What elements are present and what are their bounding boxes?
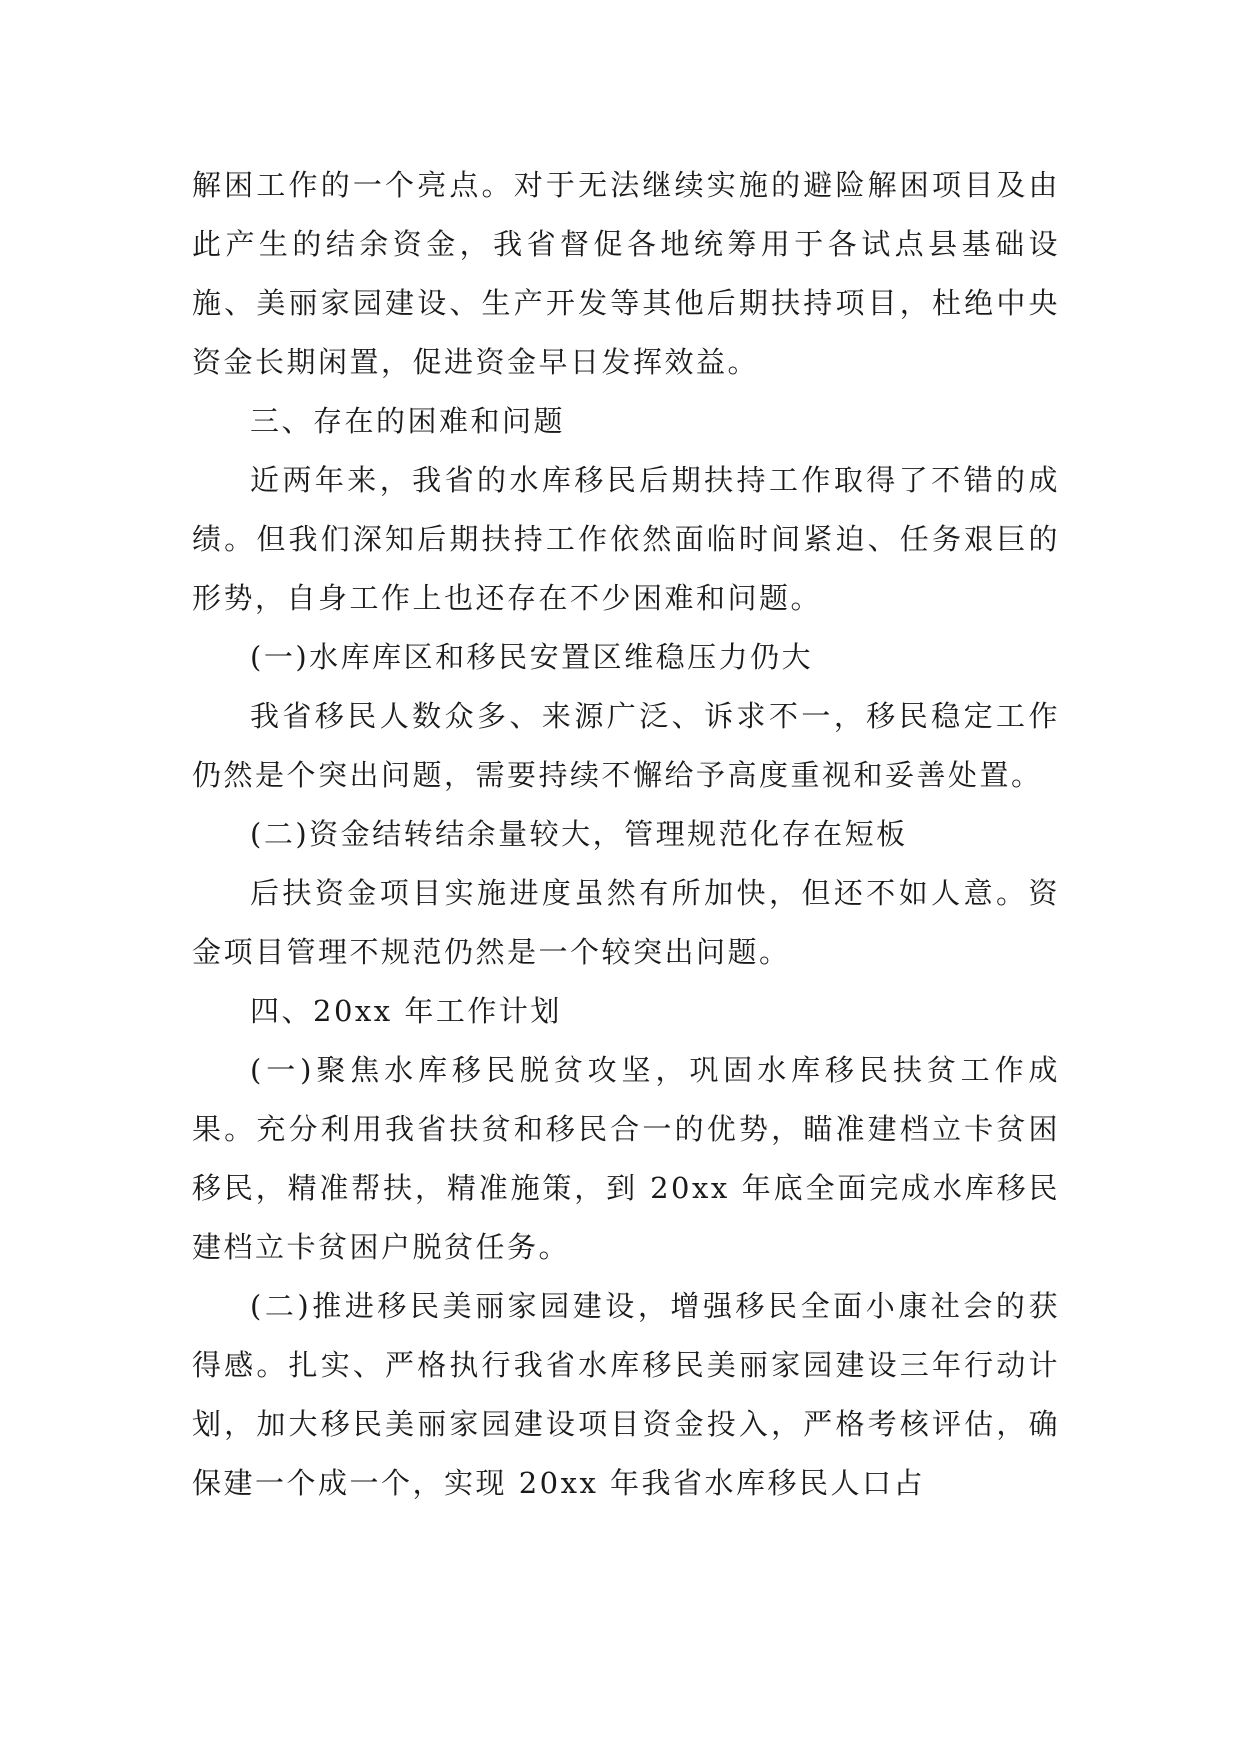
subheading-fund-balance: (二)资金结转结余量较大，管理规范化存在短板 xyxy=(250,817,908,851)
paragraph-fund-management: 后扶资金项目实施进度虽然有所加快，但还不如人意。资金项目管理不规范仍然是一个较突出问题。 xyxy=(192,876,1060,969)
section-heading-difficulties: 三、存在的困难和问题 xyxy=(250,404,566,438)
document-page xyxy=(192,156,1060,1513)
subheading-stability-pressure: (一)水库库区和移民安置区维稳压力仍大 xyxy=(250,640,814,674)
paragraph-stability: 我省移民人数众多、来源广泛、诉求不一，移民稳定工作仍然是个突出问题，需要持续不懈给予高度重视和妥善处置。 xyxy=(192,699,1060,792)
paragraph-beautiful-homes: (二)推进移民美丽家园建设，增强移民全面小康社会的获得感。扎实、严格执行我省水库移民美丽家园建设三年行动计划，加大移民美丽家园建设项目资金投入，严格考核评估，确保建一个成一个，实现 20xx 年我省水库移民人口占 xyxy=(192,1289,1060,1500)
paragraph-continued: 解困工作的一个亮点。对于无法继续实施的避险解困项目及由此产生的结余资金，我省督促各地统筹用于各试点县基础设施、美丽家园建设、生产开发等其他后期扶持项目，杜绝中央资金长期闲置，促进资金早日发挥效益。 xyxy=(192,168,1060,379)
paragraph-achievements: 近两年来，我省的水库移民后期扶持工作取得了不错的成绩。但我们深知后期扶持工作依然面临时间紧迫、任务艰巨的形势，自身工作上也还存在不少困难和问题。 xyxy=(192,463,1060,615)
paragraph-poverty-alleviation: (一)聚焦水库移民脱贫攻坚，巩固水库移民扶贫工作成果。充分利用我省扶贫和移民合一的优势，瞄准建档立卡贫困移民，精准帮扶，精准施策，到 20xx 年底全面完成水库移民建档立卡贫困户脱贫任务。 xyxy=(192,1053,1060,1264)
section-heading-work-plan: 四、20xx 年工作计划 xyxy=(250,994,562,1028)
